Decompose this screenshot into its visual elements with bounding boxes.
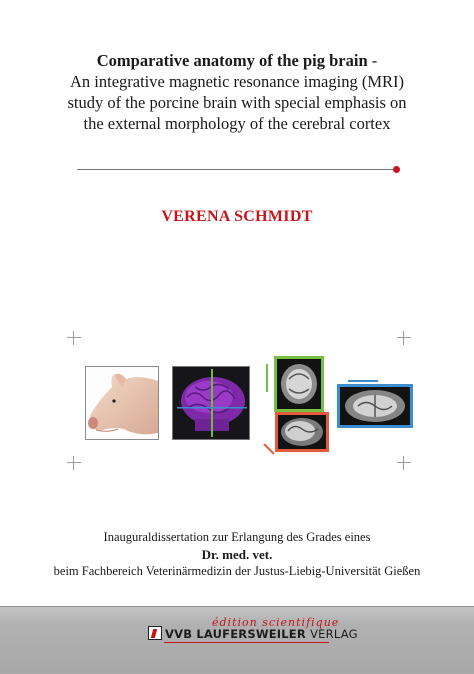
divider-dot	[393, 166, 400, 173]
title-line-1	[20, 50, 454, 71]
publisher-name-regular: VERLAG	[310, 627, 358, 641]
title-main: Comparative anatomy of the pig brain	[96, 51, 368, 70]
mri-slice-axial	[337, 384, 413, 428]
mri-slice-coronal	[275, 412, 329, 452]
pig-photo	[85, 366, 159, 440]
axis-arrow-diagonal-icon	[263, 443, 274, 454]
crop-mark-icon	[397, 456, 411, 470]
mri-slice-sagittal	[274, 356, 324, 412]
publisher-series-script: édition scientifique	[212, 616, 340, 629]
degree-title: Dr. med. vet.	[201, 547, 273, 562]
dissertation-line-1: Inauguraldissertation zur Erlangung des Grades eines	[103, 530, 371, 544]
publisher-logo-icon	[148, 626, 162, 640]
crop-mark-icon	[67, 456, 81, 470]
axis-arrow-horizontal-icon	[348, 380, 378, 382]
divider-line	[77, 169, 395, 170]
crop-mark-icon	[397, 331, 411, 345]
title-line-4: the external morphology of the cerebral cortex	[83, 114, 391, 133]
brain-3d-render	[172, 366, 250, 440]
publisher-underline	[164, 642, 329, 643]
crop-mark-icon	[67, 331, 81, 345]
title-line-2: An integrative magnetic resonance imaging (MRI)	[69, 72, 404, 91]
axis-arrow-vertical-icon	[266, 364, 268, 392]
publisher-name-bold: VVB LAUFERSWEILER	[165, 627, 306, 641]
author-name: VERENA SCHMIDT	[161, 208, 313, 225]
title-block	[20, 50, 454, 134]
dissertation-line-3: beim Fachbereich Veterinärmedizin der Justus-Liebig-Universität Gießen	[53, 564, 421, 578]
dissertation-info	[0, 529, 474, 580]
publisher-name	[165, 627, 358, 641]
title-line-3: study of the porcine brain with special emphasis on	[67, 93, 407, 112]
title-dash: -	[371, 51, 378, 70]
